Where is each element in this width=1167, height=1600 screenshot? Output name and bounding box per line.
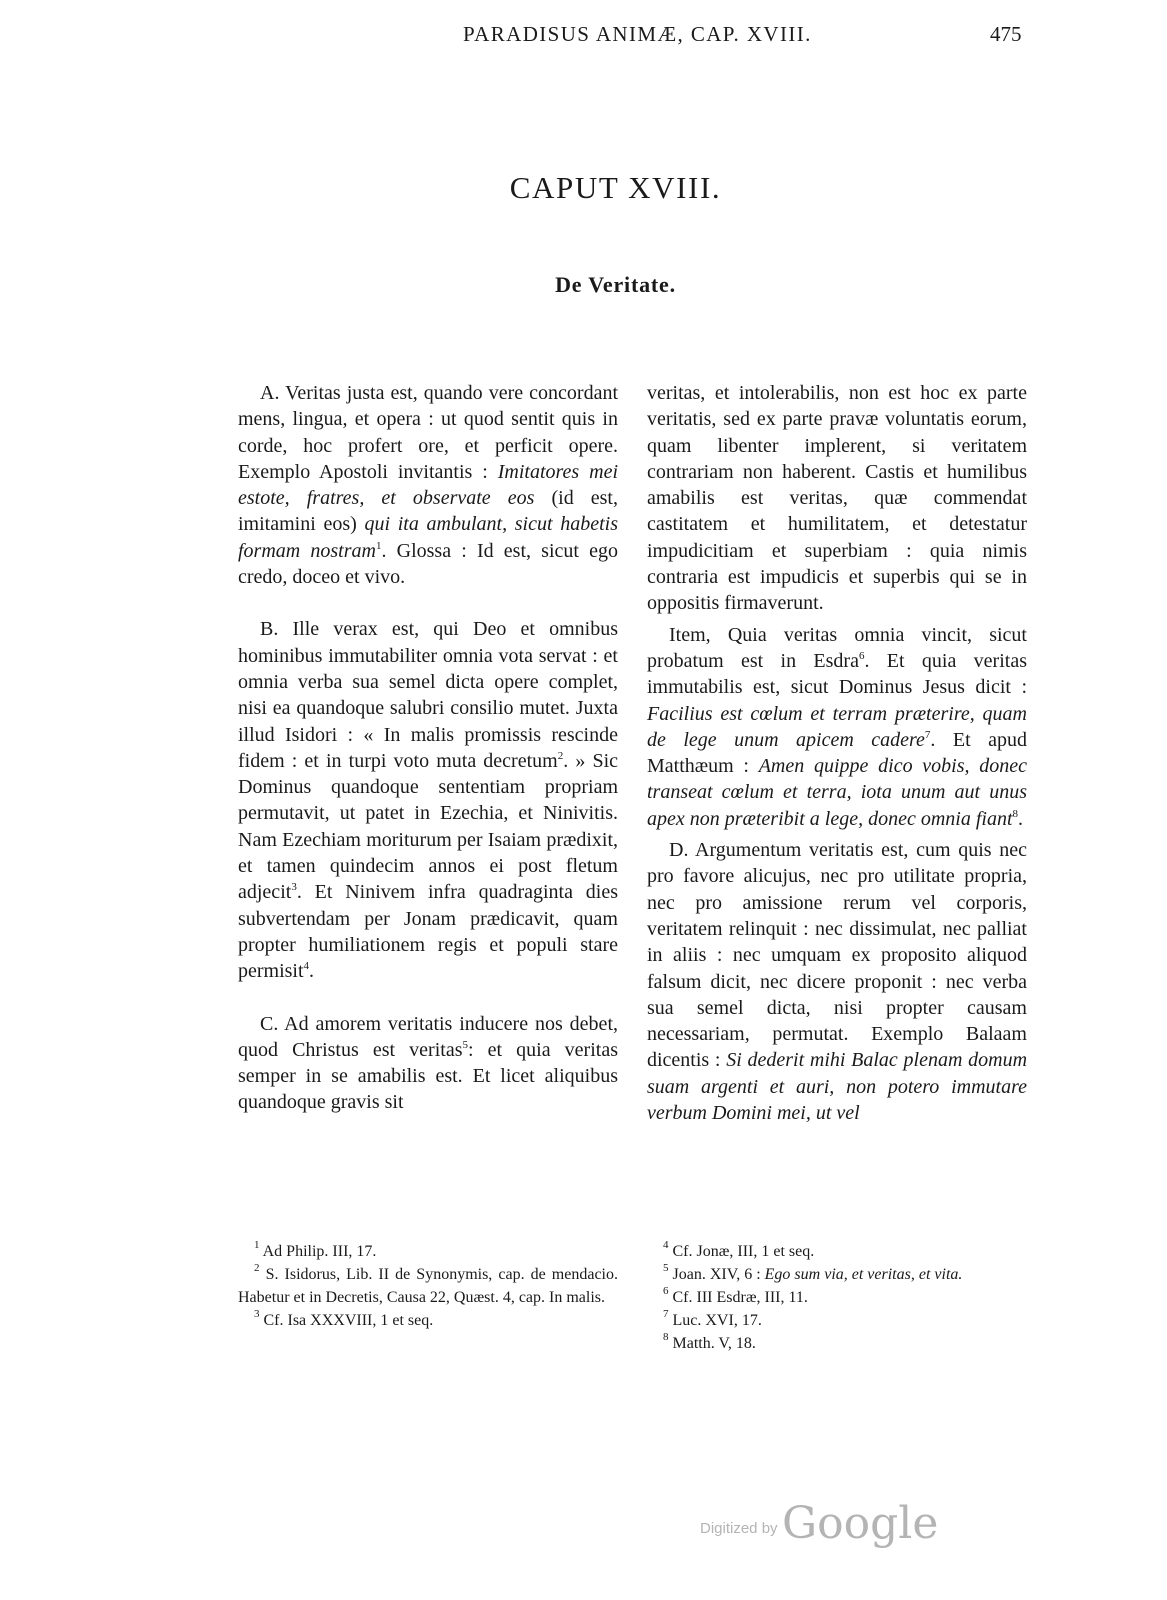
footnote-reference: 5 (462, 1038, 468, 1051)
footnote-reference: 6 (858, 649, 865, 662)
footnote-mark: 1 (254, 1239, 260, 1251)
paragraph-text: . » Sic Dominus quandoque sententiam propriam permutavit, ut patet in Ezechia, et Ninivitis. Nam Ezechiam moriturum per Isaiam prædixit, et tamen quindecim annos ei post fletum adjecit (238, 749, 619, 904)
chapter-title: CAPUT XVIII. (509, 170, 722, 205)
footnote-text: Cf. Isa XXXVIII, 1 et seq. (263, 1312, 434, 1329)
paragraph-b (238, 616, 618, 984)
scripture-quote: Facilius est cœlum et terram præterire, quam de lege unum apicem cadere (647, 702, 1027, 751)
footnote-text: S. Isidorus, Lib. II de Synonymis, cap. de mendacio. Habetur et in Decretis, Causa 22, Quæst. 4, cap. In malis. (238, 1266, 618, 1306)
footnote-mark: 4 (663, 1239, 669, 1251)
paragraph-item (647, 622, 1027, 832)
paragraph-text: A. Veritas justa est, quando vere concordant mens, lingua, et opera : ut quod sentit quis in corde, hoc profert ore, et perficit opere. Exemplo Apostoli invitantis : (238, 382, 618, 483)
footnotes-left (238, 1240, 618, 1332)
footnote-text: Ad Philip. III, 17. (262, 1243, 377, 1260)
running-head-title: PARADISUS ANIMÆ, CAP. XVIII. (463, 22, 812, 46)
footnote-reference: 7 (924, 728, 931, 741)
paragraph-text: (id est, imitamini eos) (238, 487, 618, 536)
paragraph-c (238, 1011, 618, 1116)
scripture-quote: Amen quippe dico vobis, donec transeat cœlum et terra, iota unum aut unus apex non præteribit a lege, donec omnia fiant (647, 755, 1028, 830)
footnote-quote: Ego sum via, et veritas, et vita. (764, 1266, 963, 1283)
paragraph-text: Item, Quia veritas omnia vincit, sicut probatum est in Esdra (647, 623, 1027, 672)
footnote-reference: 3 (291, 881, 297, 894)
footnote (647, 1309, 1027, 1332)
footnote (647, 1263, 1027, 1286)
paragraph-d (647, 837, 1027, 1126)
watermark-label: Digitized by (700, 1520, 778, 1537)
footnote (647, 1332, 1027, 1355)
footnote-mark: 6 (663, 1285, 669, 1297)
footnote (238, 1263, 618, 1309)
digitized-watermark (700, 1498, 938, 1549)
page-number: 475 (990, 22, 1022, 46)
paragraph-a (238, 380, 618, 590)
paragraph-text: . Et quia veritas immutabilis est, sicut Dominus Jesus dicit : (647, 649, 1027, 699)
paragraph-text: . Et apud Matthæum : (647, 728, 1027, 778)
section-title: De Veritate. (555, 272, 676, 297)
footnotes-right (647, 1240, 1027, 1355)
footnote (647, 1240, 1027, 1263)
footnote-mark: 2 (254, 1262, 260, 1274)
footnote-text: Cf. III Esdræ, III, 11. (672, 1289, 808, 1306)
paragraph-text: . (1018, 807, 1023, 830)
footnote-text: Cf. Jonæ, III, 1 et seq. (672, 1243, 815, 1260)
paragraph-text: D. Argumentum veritatis est, cum quis nec pro favore alicujus, nec pro utilitate propria, nec pro amissione rerum vel corporis, veritatem relinquit : nec dissimulat, nec palliat in aliis : nec umquam ex proposito aliquod falsum dicit, nec dicere proponit : nec verba sua semel dicta, nisi propter causam necessariam, permutat. Exemplo Balaam dicentis : (647, 839, 1027, 1072)
footnote-mark: 3 (254, 1308, 260, 1320)
scripture-quote: qui ita ambulant, sicut habetis formam nostram (238, 513, 618, 562)
scripture-quote: Imitatores mei estote, fratres, et observate eos (238, 460, 619, 510)
footnote-mark: 8 (663, 1331, 669, 1343)
footnote (238, 1240, 618, 1263)
text-column-left (238, 380, 618, 1116)
footnote (238, 1309, 618, 1332)
footnote-text: Joan. XIV, 6 : (672, 1266, 761, 1283)
footnote-text: Luc. XVI, 17. (672, 1312, 762, 1329)
paragraph-c-continued: veritas, et intolerabilis, non est hoc ex parte veritatis, sed ex parte pravæ voluntatis eorum, quam libenter implerent, si veritatem contrariam non haberent. Castis et humilibus amabilis est veritas, quæ commendat castitatem et humilitatem, et detestatur impudicitiam et superbiam : quia nimis contraria est impudicis et superbis qui se in oppositis firmaverunt. (647, 382, 1027, 615)
running-header (0, 22, 1167, 52)
footnote-reference: 2 (557, 749, 564, 762)
footnote-reference: 4 (303, 960, 310, 973)
paragraph-text: : et quia veritas semper in se amabilis est. Et licet aliquibus quandoque gravis sit (238, 1038, 618, 1114)
footnote-mark: 5 (663, 1262, 669, 1274)
footnote-reference: 8 (1012, 807, 1018, 820)
watermark-brand: Google (782, 1498, 939, 1549)
paragraph-text: C. Ad amorem veritatis inducere nos debet, quod Christus est veritas (238, 1012, 618, 1061)
footnote-text: Matth. V, 18. (672, 1335, 756, 1352)
footnote-reference: 1 (375, 539, 382, 552)
paragraph-text: . Glossa : Id est, sicut ego credo, doceo et vivo. (238, 539, 619, 589)
footnote-mark: 7 (663, 1308, 669, 1320)
text-column-right (647, 380, 1027, 1126)
paragraph-text: B. Ille verax est, qui Deo et omnibus hominibus immutabiliter omnia vota servat : et omnia verba sua semel dicta opere complet, nisi ea quandoque salubri consilio mutet. Juxta illud Isidori : « In malis promissis rescinde fidem : et in turpi voto muta decretum (238, 618, 618, 772)
footnote (647, 1286, 1027, 1309)
paragraph-text: . (309, 960, 315, 983)
paragraph-text: . Et Ninivem infra quadraginta dies subvertendam per Jonam prædicavit, quam propter humiliationem regis et populi stare permisit (238, 881, 618, 983)
scripture-quote: Si dederit mihi Balac plenam domum suam argenti et auri, non potero immutare verbum Domini mei, ut vel (647, 1049, 1028, 1125)
